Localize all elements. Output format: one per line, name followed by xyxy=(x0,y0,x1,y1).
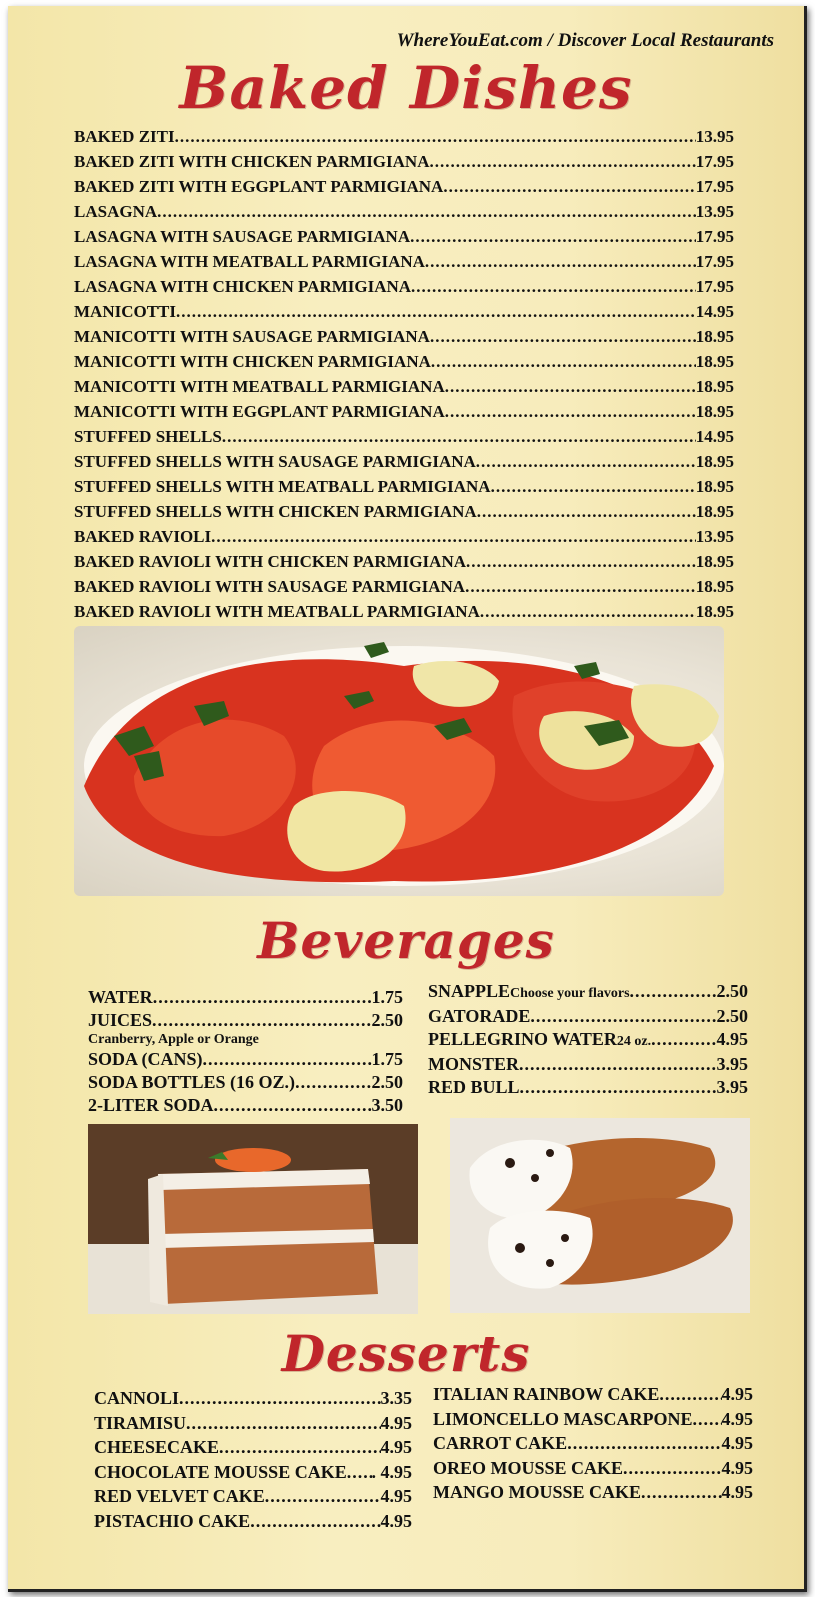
item-name: TIRAMISU xyxy=(94,1412,187,1433)
menu-item xyxy=(74,549,734,574)
item-name: BAKED RAVIOLI xyxy=(74,527,212,546)
item-name: SNAPPLE xyxy=(428,981,511,1001)
item-name: MONSTER xyxy=(428,1054,520,1074)
menu-item xyxy=(428,980,748,1005)
item-price: 3.35 xyxy=(380,1388,412,1408)
item-price: 2.50 xyxy=(371,1072,403,1092)
item-price: 13.95 xyxy=(695,127,734,146)
dot-leader xyxy=(219,1435,380,1460)
desserts-list-right xyxy=(433,1382,753,1505)
item-price: 4.95 xyxy=(721,1384,753,1404)
item-name: LASAGNA WITH MEATBALL PARMIGIANA xyxy=(74,252,425,271)
menu-item xyxy=(74,199,734,224)
item-name: LIMONCELLO MASCARPONE xyxy=(433,1408,693,1429)
menu-item xyxy=(428,1053,748,1076)
item-price: 4.95 xyxy=(721,1457,753,1478)
menu-item xyxy=(74,149,734,174)
menu-item xyxy=(74,399,734,424)
dot-leader xyxy=(176,299,696,324)
menu-item xyxy=(74,174,734,199)
item-price: 17.95 xyxy=(695,227,734,246)
item-price: 17.95 xyxy=(695,277,734,296)
item-price: 2.50 xyxy=(716,1006,748,1026)
item-name: MANICOTTI WITH EGGPLANT PARMIGIANA xyxy=(74,402,445,421)
dot-leader xyxy=(425,249,696,274)
section-title-beverages: Beverages xyxy=(257,911,555,970)
menu-item xyxy=(88,1048,403,1071)
desserts-list-left xyxy=(94,1386,412,1533)
item-price: 14.95 xyxy=(695,427,734,446)
dot-leader xyxy=(347,1460,372,1485)
item-name: LASAGNA xyxy=(74,202,158,221)
menu-item xyxy=(74,424,734,449)
dot-leader xyxy=(179,1386,380,1411)
item-price: 4.95 xyxy=(721,1482,753,1502)
item-name: CARROT CAKE xyxy=(433,1433,568,1453)
menu-item xyxy=(88,986,403,1009)
item-name: MANICOTTI WITH CHICKEN PARMIGIANA xyxy=(74,352,431,371)
item-name: GATORADE xyxy=(428,1006,531,1026)
menu-item xyxy=(74,449,734,474)
beverages-list-right xyxy=(428,980,748,1099)
dot-leader xyxy=(567,1431,721,1456)
dot-leader xyxy=(659,1382,721,1407)
menu-item xyxy=(74,124,734,149)
item-name: STUFFED SHELLS WITH MEATBALL PARMIGIANA xyxy=(74,477,491,496)
menu-item xyxy=(428,1005,748,1028)
menu-item xyxy=(74,574,734,599)
menu-item xyxy=(94,1411,412,1436)
dot-leader xyxy=(186,1411,380,1436)
item-name: MANICOTTI WITH SAUSAGE PARMIGIANA xyxy=(74,327,430,346)
dot-leader xyxy=(445,399,696,424)
carrot-cake-photo xyxy=(88,1124,418,1314)
item-name: LASAGNA WITH CHICKEN PARMIGIANA xyxy=(74,277,412,296)
item-name: STUFFED SHELLS xyxy=(74,427,222,446)
item-price: 4.95 xyxy=(380,1412,412,1433)
menu-item xyxy=(74,299,734,324)
dot-leader xyxy=(430,324,696,349)
item-price: 4.95 xyxy=(721,1433,753,1453)
item-detail: 24 oz. xyxy=(616,1034,652,1049)
cannoli-photo xyxy=(450,1118,750,1313)
dot-leader xyxy=(295,1071,371,1094)
item-price: 1.75 xyxy=(371,1049,403,1069)
menu-item xyxy=(74,599,734,624)
ravioli-illustration xyxy=(74,626,724,896)
item-price: 17.95 xyxy=(695,177,734,196)
dot-leader xyxy=(466,549,696,574)
menu-item xyxy=(74,224,734,249)
dot-leader xyxy=(431,349,696,374)
item-name: BAKED ZITI WITH CHICKEN PARMIGIANA xyxy=(74,152,430,171)
beverages-list-left xyxy=(88,986,403,1117)
dot-leader xyxy=(465,574,696,599)
menu-item xyxy=(433,1407,753,1432)
item-name: JUICES xyxy=(88,1010,153,1030)
dot-leader xyxy=(250,1509,380,1534)
item-price: 4.95 xyxy=(721,1408,753,1429)
item-name: MANICOTTI xyxy=(74,302,177,321)
menu-item xyxy=(74,499,734,524)
menu-item xyxy=(428,1076,748,1099)
item-price: 18.95 xyxy=(695,552,734,571)
dot-leader xyxy=(480,599,696,624)
dot-leader xyxy=(623,1456,721,1481)
menu-item xyxy=(74,349,734,374)
menu-item xyxy=(88,1071,403,1094)
item-price: 17.95 xyxy=(695,152,734,171)
item-price: 4.95 xyxy=(380,1486,412,1506)
item-price: 4.95 xyxy=(716,1029,748,1049)
menu-item xyxy=(433,1382,753,1407)
menu-item xyxy=(88,1094,403,1117)
item-name: RED BULL xyxy=(428,1077,520,1097)
item-name: CHOCOLATE MOUSSE CAKE xyxy=(94,1461,347,1482)
menu-item xyxy=(94,1435,412,1460)
item-price: . 4.95 xyxy=(371,1461,412,1482)
item-price: 18.95 xyxy=(695,577,734,596)
dot-leader xyxy=(476,449,696,474)
item-price: 4.95 xyxy=(380,1437,412,1457)
item-name: PELLEGRINO WATER xyxy=(428,1029,617,1049)
menu-item xyxy=(433,1480,753,1505)
dot-leader xyxy=(265,1484,381,1509)
menu-item xyxy=(94,1484,412,1509)
dot-leader xyxy=(152,1009,371,1032)
dot-leader xyxy=(477,499,696,524)
dot-leader xyxy=(429,149,695,174)
item-name: STUFFED SHELLS WITH SAUSAGE PARMIGIANA xyxy=(74,452,476,471)
item-name: OREO MOUSSE CAKE xyxy=(433,1457,624,1478)
section-title-baked-dishes: Baked Dishes xyxy=(179,54,633,122)
dot-leader xyxy=(445,374,696,399)
item-price: 18.95 xyxy=(695,377,734,396)
dot-leader xyxy=(214,1094,372,1117)
menu-item xyxy=(74,249,734,274)
item-price: 18.95 xyxy=(695,477,734,496)
dot-leader xyxy=(211,524,696,549)
dot-leader xyxy=(443,174,695,199)
dot-leader xyxy=(530,1005,716,1028)
menu-item xyxy=(433,1456,753,1481)
item-price: 4.95 xyxy=(380,1510,412,1531)
item-name: WATER xyxy=(88,987,153,1007)
item-name: BAKED RAVIOLI WITH CHICKEN PARMIGIANA xyxy=(74,552,466,571)
item-price: 13.95 xyxy=(695,527,734,546)
item-price: 18.95 xyxy=(695,352,734,371)
item-name: BAKED ZITI xyxy=(74,127,175,146)
item-name: BAKED RAVIOLI WITH SAUSAGE PARMIGIANA xyxy=(74,577,466,596)
item-price: 3.95 xyxy=(716,1077,748,1097)
ravioli-photo xyxy=(74,626,724,896)
item-name: CHEESECAKE xyxy=(94,1437,220,1457)
dot-leader xyxy=(693,1407,722,1432)
menu-item xyxy=(88,1009,403,1032)
item-name: BAKED ZITI WITH EGGPLANT PARMIGIANA xyxy=(74,177,444,196)
watermark: WhereYouEat.com / Discover Local Restaurants xyxy=(396,30,774,51)
item-name: 2-LITER SODA xyxy=(88,1095,214,1115)
item-price: 1.75 xyxy=(371,987,403,1007)
dot-leader xyxy=(157,199,696,224)
item-price: 13.95 xyxy=(695,202,734,221)
item-note: Cranberry, Apple or Orange xyxy=(88,1032,259,1047)
item-price: 3.50 xyxy=(371,1095,403,1115)
menu-item xyxy=(433,1431,753,1456)
dot-leader xyxy=(641,1480,721,1505)
item-price: 18.95 xyxy=(695,452,734,471)
dot-leader xyxy=(153,986,372,1009)
menu-item xyxy=(74,524,734,549)
item-detail: Choose your flavors xyxy=(510,986,630,1001)
item-name: PISTACHIO CAKE xyxy=(94,1510,251,1531)
item-price: 18.95 xyxy=(695,502,734,521)
dot-leader xyxy=(411,274,696,299)
carrot-cake-illustration xyxy=(88,1124,418,1314)
menu-item xyxy=(428,1028,748,1053)
item-price: 2.50 xyxy=(371,1010,403,1030)
menu-item xyxy=(94,1509,412,1534)
menu-item xyxy=(74,474,734,499)
item-name: ITALIAN RAINBOW CAKE xyxy=(433,1384,660,1404)
item-price: 17.95 xyxy=(695,252,734,271)
item-name: MANICOTTI WITH MEATBALL PARMIGIANA xyxy=(74,377,445,396)
item-name: BAKED RAVIOLI WITH MEATBALL PARMIGIANA xyxy=(74,602,480,621)
item-price: 3.95 xyxy=(716,1054,748,1074)
menu-page xyxy=(8,6,807,1592)
item-name: LASAGNA WITH SAUSAGE PARMIGIANA xyxy=(74,227,411,246)
item-price: 14.95 xyxy=(695,302,734,321)
dot-leader xyxy=(222,424,696,449)
menu-item xyxy=(94,1386,412,1411)
item-name: MANGO MOUSSE CAKE xyxy=(433,1482,642,1502)
dot-leader xyxy=(175,124,696,149)
item-name: RED VELVET CAKE xyxy=(94,1486,265,1506)
item-name: STUFFED SHELLS WITH CHICKEN PARMIGIANA xyxy=(74,502,477,521)
dot-leader xyxy=(520,1076,717,1099)
menu-item xyxy=(74,374,734,399)
dot-leader xyxy=(410,224,696,249)
item-price: 18.95 xyxy=(695,327,734,346)
baked-dishes-list xyxy=(74,124,734,624)
dot-leader xyxy=(519,1053,716,1076)
dot-leader xyxy=(630,980,717,1003)
dot-leader xyxy=(651,1028,716,1051)
item-price: 2.50 xyxy=(716,981,748,1001)
item-name: SODA (CANS) xyxy=(88,1049,203,1069)
menu-item xyxy=(74,324,734,349)
dot-leader xyxy=(203,1048,372,1071)
item-price: 18.95 xyxy=(695,602,734,621)
item-name: SODA BOTTLES (16 OZ.) xyxy=(88,1072,296,1092)
section-title-desserts: Desserts xyxy=(281,1324,531,1383)
item-price: 18.95 xyxy=(695,402,734,421)
menu-item xyxy=(94,1460,412,1485)
item-name: CANNOLI xyxy=(94,1388,180,1408)
dot-leader xyxy=(491,474,696,499)
menu-item xyxy=(74,274,734,299)
cannoli-illustration xyxy=(450,1118,750,1313)
